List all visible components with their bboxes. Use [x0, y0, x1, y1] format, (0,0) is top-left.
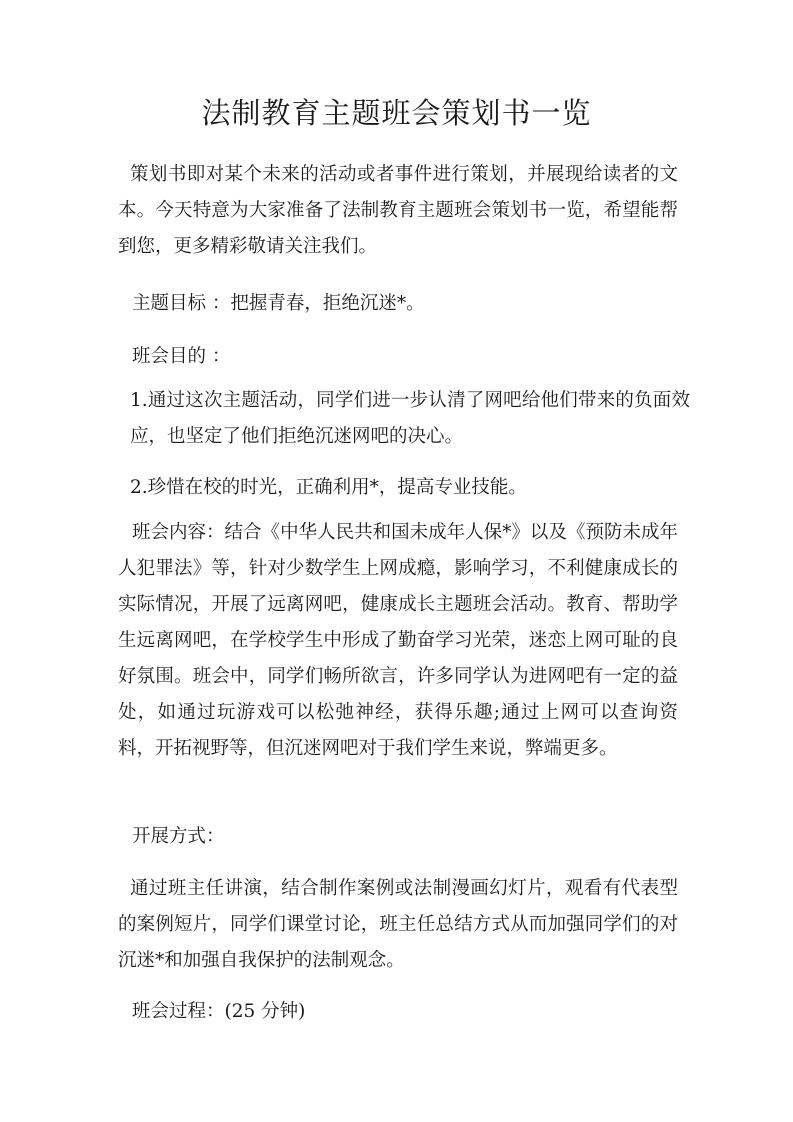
purpose-item-2: 2.珍惜在校的时光，正确利用*，提高专业技能。	[130, 477, 527, 498]
theme-goal-line: 主题目标 ：把握青春，拒绝沉迷*。	[132, 293, 425, 314]
intro-paragraph: 策划书即对某个未来的活动或者事件进行策划，并展现给读者的文本。今天特意为大家准备了法制教育主题班会策划书一览，希望能帮到您，更多精彩敬请关注我们。	[118, 164, 678, 257]
document-title: 法制教育主题班会策划书一览	[201, 96, 592, 130]
purpose-item-1: 1.通过这次主题活动，同学们进一步认清了网吧给他们带来的负面效应，也坚定了他们拒绝沉迷网吧的决心。	[130, 390, 690, 447]
content-paragraph: 班会内容：结合《中华人民共和国未成年人保*》以及《预防未成年人犯罪法》等，针对少数学生上网成瘾，影响学习，不利健康成长的实际情况，开展了远离网吧，健康成长主题班会活动。教育、帮助学生远离网吧，在学校学生中形成了勤奋学习光荣，迷恋上网可耻的良好氛围。班会中，同学们畅所欲言，许多同学认为进网吧有一定的益处，如通过玩游戏可以松弛神经，获得乐趣;通过上网可以查询资料，开拓视野等，但沉迷网吧对于我们学生来说，弊端更多。	[118, 522, 678, 759]
purpose-heading: 班会目的 ：	[132, 346, 231, 367]
method-heading: 开展方式：	[132, 826, 225, 847]
method-paragraph: 通过班主任讲演，结合制作案例或法制漫画幻灯片，观看有代表型的案例短片，同学们课堂讨论，班主任总结方式从而加强同学们的对沉迷*和加强自我保护的法制观念。	[118, 878, 678, 971]
process-heading: 班会过程：(25 分钟)	[132, 1001, 306, 1022]
